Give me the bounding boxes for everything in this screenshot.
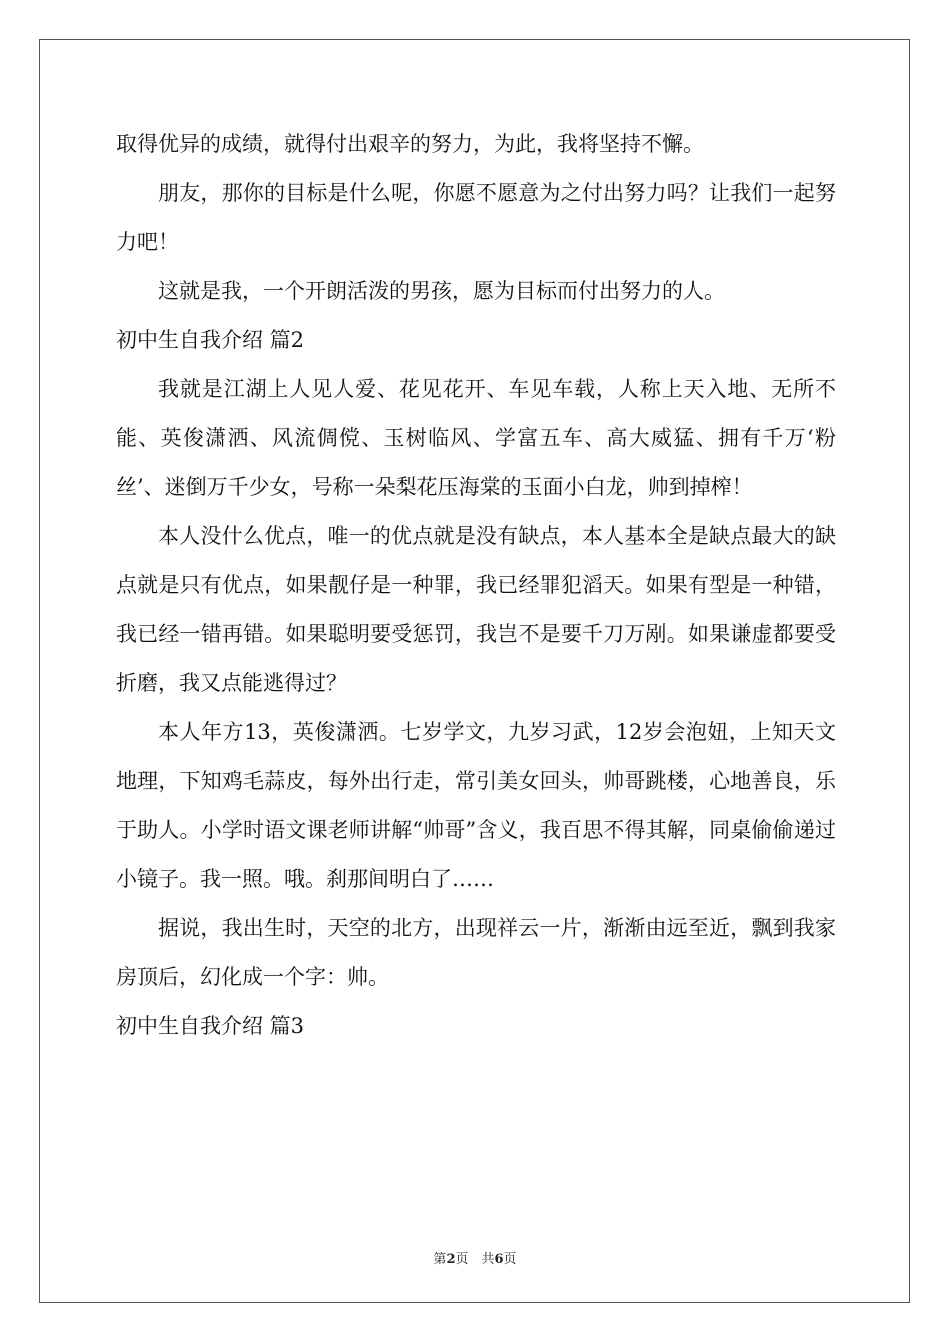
page-mid: 页 共 [455,1252,495,1267]
document-body [116,120,836,1051]
section-heading: 初中生自我介绍 篇3 [116,1014,305,1038]
paragraph: 取得优异的成绩，就得付出艰辛的努力，为此，我将坚持不懈。 [116,132,704,156]
page-prefix: 第 [433,1252,447,1267]
total-page-number: 6 [494,1252,504,1267]
paragraph: 据说，我出生时，天空的北方，出现祥云一片，渐渐由远至近，飘到我家房顶后，幻化成一个字：帅。 [116,916,836,989]
current-page-number: 2 [446,1252,456,1267]
page-footer [0,1248,950,1267]
section-heading: 初中生自我介绍 篇2 [116,328,305,352]
page-suffix: 页 [503,1252,517,1267]
paragraph: 朋友，那你的目标是什么呢，你愿不愿意为之付出努力吗？让我们一起努力吧！ [116,181,836,254]
paragraph: 本人没什么优点，唯一的优点就是没有缺点，本人基本全是缺点最大的缺点就是只有优点，如果靓仔是一种罪，我已经罪犯滔天。如果有型是一种错，我已经一错再错。如果聪明要受惩罚，我岂不是要千刀万剐。如果谦虚都要受折磨，我又点能逃得过？ [116,524,836,695]
paragraph: 我就是江湖上人见人爱、花见花开、车见车载，人称上天入地、无所不能、英俊潇洒、风流倜傥、玉树临风、学富五车、高大威猛、拥有千万‘粉丝’、迷倒万千少女，号称一朵梨花压海棠的玉面小白龙，帅到掉榨！ [116,377,836,499]
paragraph: 本人年方13，英俊潇洒。七岁学文，九岁习武，12岁会泡妞，上知天文地理，下知鸡毛蒜皮，每外出行走，常引美女回头，帅哥跳楼，心地善良，乐于助人。小学时语文课老师讲解“帅哥”含义，我百思不得其解，同桌偷偷递过小镜子。我一照。哦。刹那间明白了…… [116,720,836,891]
paragraph: 这就是我，一个开朗活泼的男孩，愿为目标而付出努力的人。 [158,279,725,303]
